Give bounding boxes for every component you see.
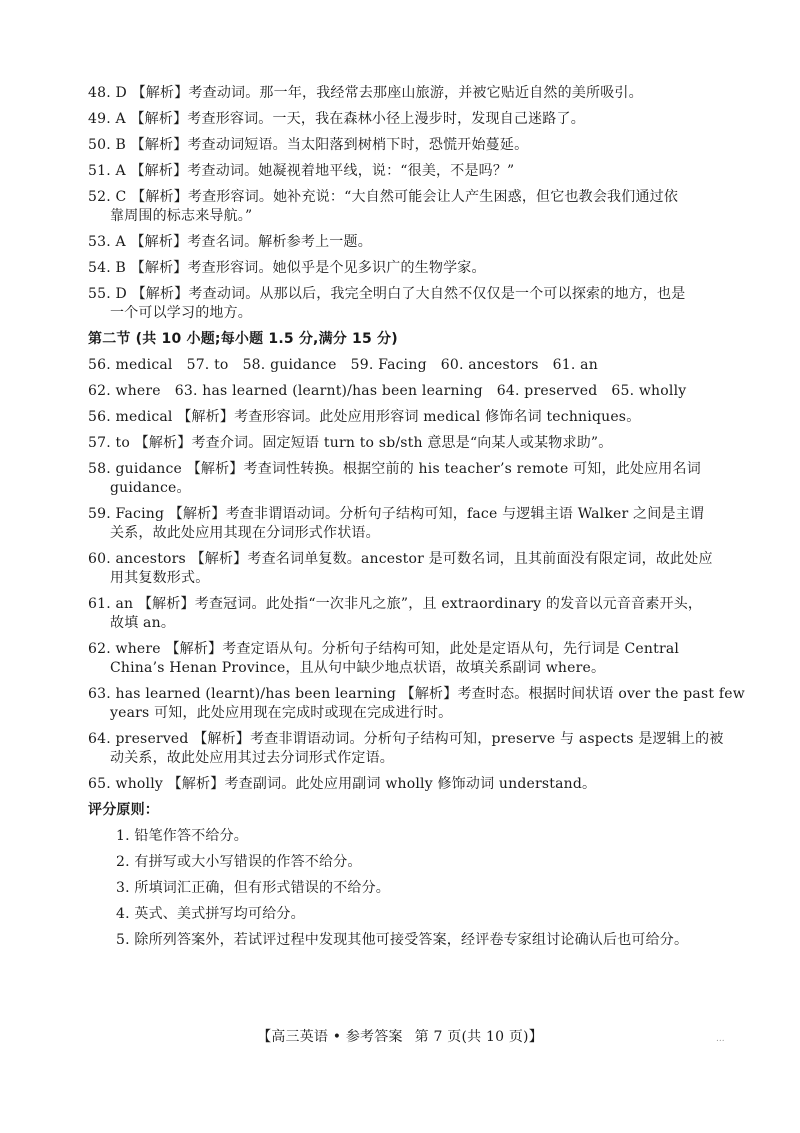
explanation-continuation: 靠周围的标志来导航。” xyxy=(110,208,253,224)
explanation-first-line xyxy=(88,233,738,252)
answer-key: 64. preserved xyxy=(88,731,189,747)
analysis-label: 【解析】 xyxy=(131,286,189,302)
explanation-first-line xyxy=(88,136,738,155)
explanation-first-line xyxy=(88,434,738,453)
answer-key: 54. B xyxy=(88,260,127,276)
answer-key: 63. has learned (learnt)/has been learning xyxy=(88,686,396,702)
analysis-label: 【解析】 xyxy=(131,189,188,205)
explanation-first-line xyxy=(88,460,738,479)
answer-key: 60. ancestors xyxy=(88,551,186,567)
answer-entry: 59. Facing xyxy=(350,357,427,373)
answer-entry: 58. guidance xyxy=(242,357,337,373)
explanation-first-line xyxy=(88,595,738,614)
explanation-text: 考查动词。从那以后，我完全明白了大自然不仅仅是一个可以探索的地方，也是 xyxy=(188,286,686,302)
explanation-text: 考查名词。解析参考上一题。 xyxy=(187,234,372,250)
explanation-first-line xyxy=(88,84,738,103)
scoring-rules-title: 评分原则： xyxy=(88,802,159,818)
explanation-item xyxy=(88,408,738,427)
analysis-label: 【解析】 xyxy=(168,506,226,522)
explanation-text: 考查介词。固定短语 turn to sb/sth 意思是“向某人或某物求助”。 xyxy=(191,435,613,451)
answer-entry: 62. where xyxy=(88,383,161,399)
answer-entry: 65. wholly xyxy=(611,383,687,399)
explanation-first-line xyxy=(88,685,745,704)
explanation-text: 考查形容词。一天，我在森林小径上漫步时，发现自己迷路了。 xyxy=(187,111,585,127)
footer-page-info: 第 7 页(共 10 页)】 xyxy=(414,1029,543,1045)
answer-entry: 61. an xyxy=(552,357,598,373)
explanation-continuation: 一个可以学习的地方。 xyxy=(110,305,252,321)
explanation-first-line xyxy=(88,775,738,794)
explanation-continuation: 关系，故此处应用其现在分词形式作状语。 xyxy=(110,525,380,541)
explanation-text: 考查词性转换。根据空前的 his teacher’s remote 可知，此处应用名词 xyxy=(243,461,701,477)
scoring-rules-list xyxy=(88,827,738,950)
explanation-text: 考查时态。根据时间状语 over the past few xyxy=(457,686,745,702)
explanation-item xyxy=(88,188,738,226)
scoring-rule: 3. 所填词汇正确，但有形式错误的不给分。 xyxy=(116,880,391,896)
answer-key: 62. where xyxy=(88,641,161,657)
explanation-first-line xyxy=(88,188,738,207)
answer-key: 49. A xyxy=(88,111,126,127)
explanation-first-line xyxy=(88,730,738,749)
answers-row-2 xyxy=(88,382,738,401)
explanation-first-line xyxy=(88,640,738,659)
scoring-rule: 4. 英式、美式拼写均可给分。 xyxy=(116,906,305,922)
explanation-continuation: years 可知，此处应用现在完成时或现在完成进行时。 xyxy=(110,705,453,721)
answers-row-1 xyxy=(88,356,738,375)
explanation-first-line xyxy=(88,550,738,569)
section2-title: 第二节 (共 10 小题;每小题 1.5 分,满分 15 分) xyxy=(88,331,398,347)
analysis-label: 【解析】 xyxy=(186,461,244,477)
answer-key: 55. D xyxy=(88,286,127,302)
answer-key: 48. D xyxy=(88,85,127,101)
answer-entry: 56. medical xyxy=(88,357,173,373)
explanation-text: 考查形容词。此处应用形容词 medical 修饰名词 techniques。 xyxy=(234,409,641,425)
explanation-text: 考查非谓语动词。分析句子结构可知，face 与逻辑主语 Walker 之间是主谓 xyxy=(225,506,705,522)
analysis-label: 【解析】 xyxy=(130,111,188,127)
answer-key: 52. C xyxy=(88,189,127,205)
answer-key: 51. A xyxy=(88,163,126,179)
explanation-text: 考查动词。她凝视着地平线，说：“很美，不是吗？” xyxy=(187,163,515,179)
analysis-label: 【解析】 xyxy=(134,435,192,451)
explanation-text: 考查定语从句。分析句子结构可知，此处是定语从句，先行词是 Central xyxy=(222,641,680,657)
explanation-first-line xyxy=(88,505,738,524)
explanation-item xyxy=(88,640,738,678)
analysis-label: 【解析】 xyxy=(130,137,188,153)
answer-key: 61. an xyxy=(88,596,134,612)
answer-key: 50. B xyxy=(88,137,127,153)
explanation-item xyxy=(88,730,738,768)
analysis-label: 【解析】 xyxy=(130,260,188,276)
page-footer xyxy=(0,1028,800,1047)
answer-entry: 60. ancestors xyxy=(440,357,539,373)
answer-key: 57. to xyxy=(88,435,130,451)
explanation-first-line xyxy=(88,408,738,427)
part1-explanations xyxy=(88,84,738,323)
explanation-item xyxy=(88,259,738,278)
explanation-text: 考查非谓语动词。分析句子结构可知，preserve 与 aspects 是逻辑上的被 xyxy=(250,731,724,747)
analysis-label: 【解析】 xyxy=(167,776,225,792)
analysis-label: 【解析】 xyxy=(130,234,188,250)
explanation-continuation: China’s Henan Province，且从句中缺少地点状语，故填关系副词 where。 xyxy=(110,660,606,676)
analysis-label: 【解析】 xyxy=(130,163,188,179)
explanation-text: 考查动词短语。当太阳落到树梢下时，恐慌开始蔓延。 xyxy=(187,137,529,153)
explanation-first-line xyxy=(88,110,738,129)
scoring-rule: 1. 铅笔作答不给分。 xyxy=(116,828,249,844)
explanation-first-line xyxy=(88,259,738,278)
analysis-label: 【解析】 xyxy=(131,85,189,101)
explanation-text: 考查形容词。她似乎是个见多识广的生物学家。 xyxy=(187,260,486,276)
explanation-item xyxy=(88,162,738,181)
explanation-text: 考查名词单复数。ancestor 是可数名词，且其前面没有限定词，故此处应 xyxy=(247,551,713,567)
answer-key: 59. Facing xyxy=(88,506,165,522)
answer-entry: 63. has learned (learnt)/has been learning xyxy=(174,383,483,399)
answer-entry: 57. to xyxy=(186,357,229,373)
explanation-item xyxy=(88,136,738,155)
analysis-label: 【解析】 xyxy=(177,409,235,425)
explanation-first-line xyxy=(88,162,738,181)
explanation-text: 考查冠词。此处指“一次非凡之旅”，且 extraordinary 的发音以元音音素开头， xyxy=(194,596,703,612)
explanation-item xyxy=(88,595,738,633)
explanation-item xyxy=(88,84,738,103)
explanation-item xyxy=(88,505,738,543)
explanation-continuation: 用其复数形式。 xyxy=(110,570,210,586)
explanation-item xyxy=(88,685,745,723)
analysis-label: 【解析】 xyxy=(400,686,458,702)
answer-key: 56. medical xyxy=(88,409,173,425)
explanation-text: 考查动词。那一年，我经常去那座山旅游，并被它贴近自然的美所吸引。 xyxy=(188,85,643,101)
explanation-continuation: 故填 an。 xyxy=(110,615,176,631)
answer-key: 58. guidance xyxy=(88,461,183,477)
answer-key: 53. A xyxy=(88,234,126,250)
part2-explanations xyxy=(88,408,745,794)
explanation-item xyxy=(88,233,738,252)
explanation-text: 考查形容词。她补充说：“大自然可能会让人产生困惑，但它也教会我们通过依 xyxy=(187,189,679,205)
analysis-label: 【解析】 xyxy=(193,731,251,747)
explanation-item xyxy=(88,775,738,794)
explanation-item xyxy=(88,460,738,498)
explanation-continuation: 动关系，故此处应用其过去分词形式作定语。 xyxy=(110,750,394,766)
explanation-first-line xyxy=(88,285,738,304)
explanation-item xyxy=(88,285,738,323)
explanation-item xyxy=(88,434,738,453)
analysis-label: 【解析】 xyxy=(190,551,248,567)
answer-content xyxy=(88,84,745,957)
analysis-label: 【解析】 xyxy=(137,596,195,612)
answer-key: 65. wholly xyxy=(88,776,164,792)
analysis-label: 【解析】 xyxy=(165,641,223,657)
explanation-item xyxy=(88,110,738,129)
corner-mark: ... xyxy=(716,1034,725,1044)
explanation-continuation: guidance。 xyxy=(110,480,191,496)
scoring-rule: 2. 有拼写或大小写错误的作答不给分。 xyxy=(116,854,362,870)
scoring-rule: 5. 除所列答案外，若试评过程中发现其他可接受答案，经评卷专家组讨论确认后也可给分。 xyxy=(116,932,689,948)
explanation-text: 考查副词。此处应用副词 wholly 修饰动词 understand。 xyxy=(224,776,597,792)
answer-entry: 64. preserved xyxy=(496,383,598,399)
footer-doc-title: 【高三英语 • 参考答案 xyxy=(257,1029,403,1045)
explanation-item xyxy=(88,550,738,588)
